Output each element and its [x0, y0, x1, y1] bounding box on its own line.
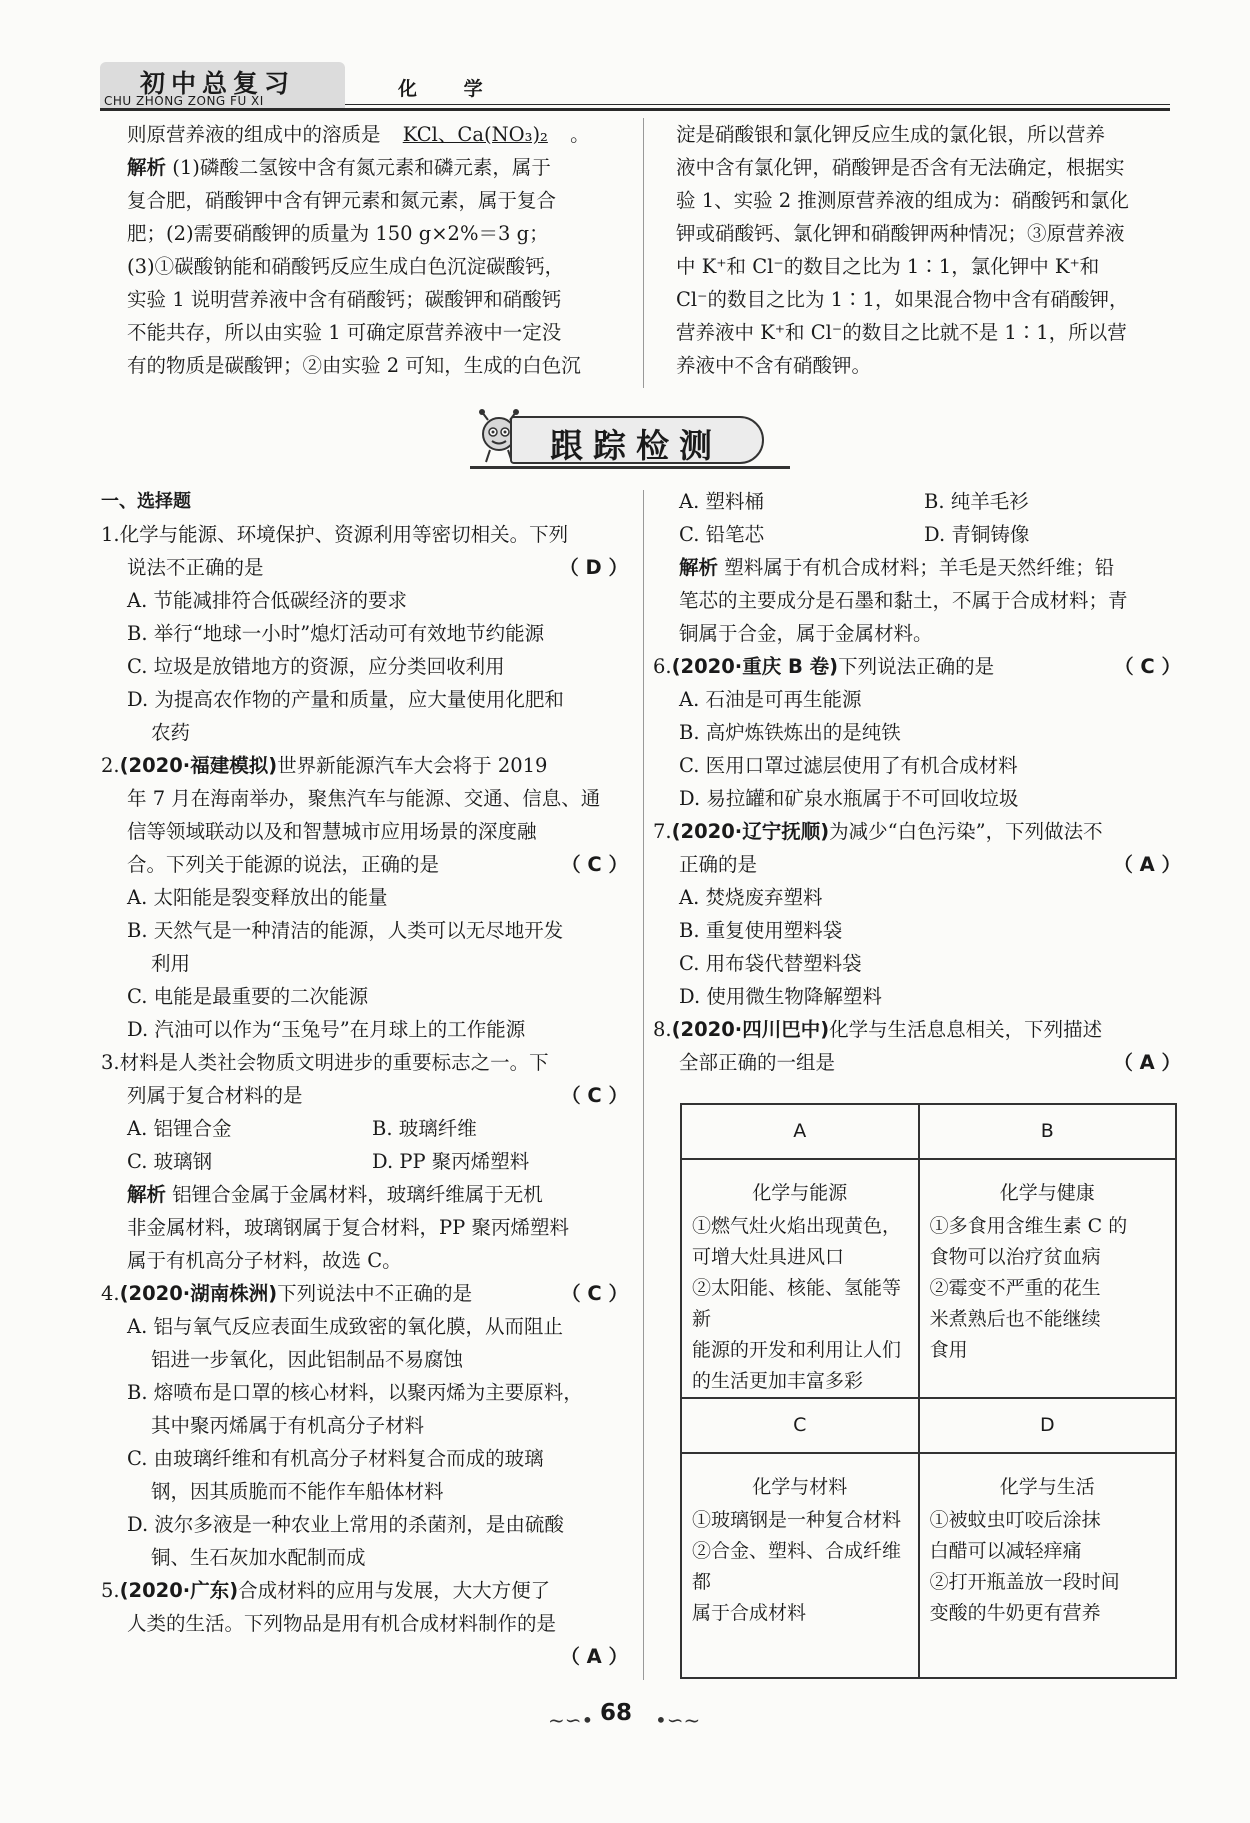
table-cell-b: 化学与健康 ①多食用含维生素 C 的 食物可以治疗贫血病 ②霉变不严重的花生 米煮熟后也不能继续 食用	[919, 1159, 1176, 1398]
right-questions-column	[653, 485, 1181, 1079]
question-3-stem: 3.材料是人类社会物质文明进步的重要标志之一。下	[101, 1051, 549, 1074]
option: C. 医用口罩过滤层使用了有机合成材料	[679, 754, 1018, 777]
banner-rule	[470, 466, 790, 469]
table-header-b: B	[919, 1104, 1176, 1159]
question-6-answer: （ C ）	[1114, 655, 1181, 678]
analysis-line: (3)①碳酸钠能和硝酸钙反应生成白色沉淀碳酸钙，	[127, 255, 565, 278]
question-5-stem: 5.(2020·广东)合成材料的应用与发展，大大方便了	[101, 1579, 551, 1602]
question-source: (2020·辽宁抚顺)	[671, 820, 830, 843]
question-1-answer: （ D ）	[559, 556, 628, 579]
option-row: A. 铝锂合金 B. 玻璃纤维	[127, 1117, 477, 1140]
option: A. 铝与氧气反应表面生成致密的氧化膜，从而阻止	[127, 1315, 563, 1338]
question-2-stem: 2.(2020·福建模拟)世界新能源汽车大会将于 2019	[101, 754, 548, 777]
question-5-stem: 人类的生活。下列物品是用有机合成材料制作的是	[127, 1612, 557, 1635]
analysis-line: 属于有机高分子材料，故选 C。	[127, 1249, 402, 1272]
header-subject: 化 学	[398, 78, 503, 100]
option: C. 由玻璃纤维和有机高分子材料复合而成的玻璃	[127, 1447, 544, 1470]
table-cell-c: 化学与材料 ①玻璃钢是一种复合材料 ②合金、塑料、合成纤维都 属于合成材料	[681, 1453, 919, 1678]
header-title: 初中总复习	[140, 69, 296, 98]
header-subtitle: CHU ZHONG ZONG FU XI	[104, 94, 264, 108]
option: B. 重复使用塑料袋	[679, 919, 843, 942]
option: B. 举行“地球一小时”熄灯活动可有效地节约能源	[127, 622, 545, 645]
question-3-answer: （ C ）	[561, 1084, 628, 1107]
analysis-label: 解析	[127, 156, 167, 179]
analysis-line: 复合肥，硝酸钾中含有钾元素和氮元素，属于复合	[127, 189, 557, 212]
question-source: (2020·重庆 B 卷)	[671, 655, 839, 678]
question-2-stem: 年 7 月在海南举办，聚焦汽车与能源、交通、信息、通	[127, 787, 601, 810]
table-header-d: D	[919, 1398, 1176, 1453]
blank-answer: KCl、Ca(NO₃)₂	[402, 123, 548, 146]
option-row: A. 塑料桶 B. 纯羊毛衫	[679, 490, 1029, 513]
column-divider-top	[643, 118, 644, 388]
option: A. 节能减排符合低碳经济的要求	[127, 589, 407, 612]
page-number: 68	[600, 1700, 633, 1726]
header-thin-rule	[345, 104, 1170, 105]
left-questions-column	[101, 485, 628, 1673]
question-7-answer: （ A ）	[1113, 853, 1181, 876]
question-3-stem: 列属于复合材料的是 （ C ）	[101, 1079, 628, 1112]
analysis-line: 中 K⁺和 Cl⁻的数目之比为 1∶1，氯化钾中 K⁺和	[676, 255, 1100, 278]
banner-title: 跟踪检测	[550, 426, 722, 465]
ornament-right-icon: •∽~	[655, 1708, 701, 1732]
analysis-line: Cl⁻的数目之比为 1∶1，如果混合物中含有硝酸钾，	[676, 288, 1129, 311]
analysis-line: 实验 1 说明营养液中含有硝酸钙；碳酸钾和硝酸钙	[127, 288, 562, 311]
options-table	[680, 1103, 1177, 1679]
option: B. 熔喷布是口罩的核心材料，以聚丙烯为主要原料，	[127, 1381, 583, 1404]
option: D. 易拉罐和矿泉水瓶属于不可回收垃圾	[679, 787, 1019, 810]
table-cell-a: 化学与能源 ①燃气灶火焰出现黄色， 可增大灶具进风口 ②太阳能、核能、氢能等新 能源的开发和利用让人们 的生活更加丰富多彩	[681, 1159, 919, 1398]
question-2-answer: （ C ）	[561, 853, 628, 876]
question-1-stem: 1.化学与能源、环境保护、资源利用等密切相关。下列	[101, 523, 569, 546]
question-4-stem: 4.(2020·湖南株洲)下列说法中不正确的是 （ C ）	[101, 1277, 628, 1310]
analysis-line: 非金属材料，玻璃钢属于复合材料，PP 聚丙烯塑料	[127, 1216, 569, 1239]
question-5-answer-row	[101, 1640, 628, 1673]
option-row: C. 铅笔芯 D. 青铜铸像	[679, 523, 1030, 546]
option: 利用	[151, 952, 191, 975]
option: 其中聚丙烯属于有机高分子材料	[151, 1414, 425, 1437]
option: 铝进一步氧化，因此铝制品不易腐蚀	[151, 1348, 464, 1371]
question-1-stem: 说法不正确的是 （ D ）	[101, 551, 628, 584]
option: C. 电能是最重要的二次能源	[127, 985, 369, 1008]
question-4-answer: （ C ）	[561, 1282, 628, 1305]
answer-line: 则原营养液的组成中的溶质是 KCl、Ca(NO₃)₂ 。	[127, 123, 590, 146]
analysis-line: 养液中不含有硝酸钾。	[676, 354, 872, 377]
question-source: (2020·四川巴中)	[671, 1018, 830, 1041]
ornament-left-icon: ~∽•	[548, 1708, 594, 1732]
option: 钢，因其质脆而不能作车船体材料	[151, 1480, 444, 1503]
option: D. 使用微生物降解塑料	[679, 985, 882, 1008]
question-7-stem: 正确的是 （ A ）	[653, 848, 1181, 881]
option: 铜、生石灰加水配制而成	[151, 1546, 366, 1569]
analysis-line: 营养液中 K⁺和 Cl⁻的数目之比就不是 1∶1，所以营	[676, 321, 1127, 344]
analysis-line: 解析 (1)磷酸二氢铵中含有氮元素和磷元素，属于	[127, 156, 551, 179]
question-source: (2020·广东)	[119, 1579, 239, 1602]
option: A. 石油是可再生能源	[679, 688, 862, 711]
analysis-line: 钾或硝酸钙、氯化钾和硝酸钾两种情况；③原营养液	[676, 222, 1125, 245]
option: B. 天然气是一种清洁的能源，人类可以无尽地开发	[127, 919, 564, 942]
question-source: (2020·湖南株洲)	[119, 1282, 278, 1305]
analysis-line: 解析 铝锂合金属于金属材料，玻璃纤维属于无机	[127, 1183, 543, 1206]
question-6-stem: 6.(2020·重庆 B 卷)下列说法正确的是 （ C ）	[653, 650, 1181, 683]
question-8-answer: （ A ）	[1113, 1051, 1181, 1074]
section-banner	[470, 408, 800, 466]
analysis-line: 肥；(2)需要硝酸钾的质量为 150 g×2%＝3 g；	[127, 222, 549, 245]
analysis-line: 不能共存，所以由实验 1 可确定原营养液中一定没	[127, 321, 562, 344]
option: 农药	[151, 721, 191, 744]
analysis-label: 解析	[679, 556, 719, 579]
option: A. 太阳能是裂变释放出的能量	[127, 886, 388, 909]
option: D. 为提高农作物的产量和质量，应大量使用化肥和	[127, 688, 564, 711]
analysis-line: 液中含有氯化钾，硝酸钾是否含有无法确定，根据实	[676, 156, 1125, 179]
option: A. 焚烧废弃塑料	[679, 886, 823, 909]
top-left-column	[127, 118, 627, 382]
analysis-line: 解析 塑料属于有机合成材料；羊毛是天然纤维；铅	[679, 556, 1115, 579]
table-header-c: C	[681, 1398, 919, 1453]
table-header-a: A	[681, 1104, 919, 1159]
option: C. 垃圾是放错地方的资源，应分类回收利用	[127, 655, 505, 678]
analysis-line: 验 1、实验 2 推测原营养液的组成为：硝酸钙和氯化	[676, 189, 1129, 212]
header-rule	[100, 108, 1170, 111]
analysis-label: 解析	[127, 1183, 167, 1206]
question-8-stem: 全部正确的一组是 （ A ）	[653, 1046, 1181, 1079]
analysis-line: 有的物质是碳酸钾；②由实验 2 可知，生成的白色沉	[127, 354, 581, 377]
table-cell-d: 化学与生活 ①被蚊虫叮咬后涂抹 白醋可以减轻痒痛 ②打开瓶盖放一段时间 变酸的牛奶更有营养	[919, 1453, 1176, 1678]
question-2-stem: 合。下列关于能源的说法，正确的是 （ C ）	[101, 848, 628, 881]
column-divider	[643, 490, 644, 1680]
option: D. 汽油可以作为“玉兔号”在月球上的工作能源	[127, 1018, 526, 1041]
option: C. 用布袋代替塑料袋	[679, 952, 862, 975]
option-row: C. 玻璃钢 D. PP 聚丙烯塑料	[127, 1150, 530, 1173]
question-5-answer: （ A ）	[560, 1645, 628, 1668]
question-8-stem: 8.(2020·四川巴中)化学与生活息息相关，下列描述	[653, 1018, 1103, 1041]
analysis-line: 笔芯的主要成分是石墨和黏土，不属于合成材料；青	[679, 589, 1128, 612]
section-heading: 一、选择题	[101, 491, 191, 512]
question-2-stem: 信等领域联动以及和智慧城市应用场景的深度融	[127, 820, 537, 843]
question-7-stem: 7.(2020·辽宁抚顺)为减少“白色污染”，下列做法不	[653, 820, 1103, 843]
analysis-line: 淀是硝酸银和氯化钾反应生成的氯化银，所以营养	[676, 123, 1106, 146]
top-right-column	[676, 118, 1181, 382]
option: D. 波尔多液是一种农业上常用的杀菌剂，是由硫酸	[127, 1513, 564, 1536]
option: B. 高炉炼铁炼出的是纯铁	[679, 721, 901, 744]
question-source: (2020·福建模拟)	[119, 754, 278, 777]
analysis-line: 铜属于合金，属于金属材料。	[679, 622, 933, 645]
